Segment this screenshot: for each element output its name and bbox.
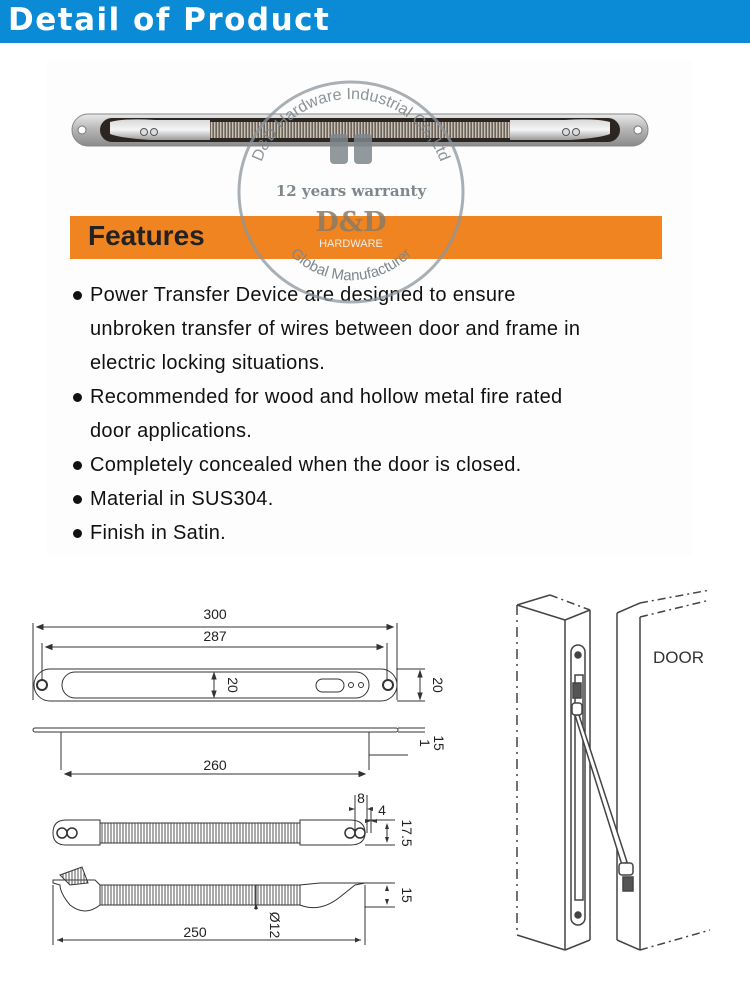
dim-edge-offset: 4 — [378, 802, 386, 818]
watermark-arc-bottom: Global Manufacturer — [287, 244, 415, 285]
feature-item — [70, 278, 670, 380]
plate-top-view-drawing — [20, 595, 450, 770]
feature-line: Material in SUS304. — [90, 488, 274, 510]
cable-drawing — [20, 785, 450, 955]
feature-line: Power Transfer Device are designed to ensure — [90, 284, 516, 306]
feature-line: Recommended for wood and hollow metal fire rated — [90, 386, 563, 408]
bullet-icon — [73, 393, 82, 402]
feature-line: Completely concealed when the door is closed. — [90, 454, 522, 476]
feature-item — [70, 380, 670, 448]
product-photo — [70, 100, 650, 170]
dim-body-length: 260 — [203, 757, 227, 773]
page-title: Detail of Product — [8, 2, 331, 38]
dim-depth: 15 — [431, 735, 447, 751]
watermark-warranty: 12 years warranty — [275, 182, 427, 200]
dim-overall-length: 300 — [203, 606, 227, 622]
dim-hole-pitch: 8 — [357, 790, 365, 806]
dim-plate-width: 20 — [430, 677, 446, 693]
watermark-logo-main: D&D — [315, 207, 387, 238]
bullet-icon — [73, 495, 82, 504]
features-heading: Features — [88, 220, 205, 251]
watermark-arc-top: D&D Hardware Industrial Co.,Ltd — [249, 85, 453, 164]
dim-height: 15 — [399, 887, 415, 903]
header-bar — [0, 0, 750, 43]
dim-end-width: 17.5 — [399, 819, 415, 847]
bullet-icon — [73, 461, 82, 470]
door-label: DOOR — [653, 648, 704, 667]
watermark-logo-sub: HARDWARE — [319, 238, 383, 250]
bullet-icon — [73, 529, 82, 538]
feature-item — [70, 448, 670, 482]
installation-drawing — [495, 575, 750, 995]
features-heading-band — [70, 216, 662, 259]
feature-item — [70, 516, 670, 550]
feature-item — [70, 482, 670, 516]
feature-line: unbroken transfer of wires between door and frame in — [90, 318, 581, 340]
dim-hole-spacing: 287 — [203, 628, 227, 644]
feature-list — [70, 278, 670, 550]
dim-total-length: 250 — [183, 924, 207, 940]
dim-flange-thickness: 1 — [417, 739, 433, 747]
dim-slot-width: 20 — [225, 677, 241, 693]
feature-line: electric locking situations. — [90, 352, 326, 374]
feature-line: Finish in Satin. — [90, 522, 226, 544]
feature-line: door applications. — [90, 420, 253, 442]
dim-diameter: Ø12 — [267, 911, 283, 939]
bullet-icon — [73, 291, 82, 300]
plate-side-view-drawing — [20, 755, 450, 780]
